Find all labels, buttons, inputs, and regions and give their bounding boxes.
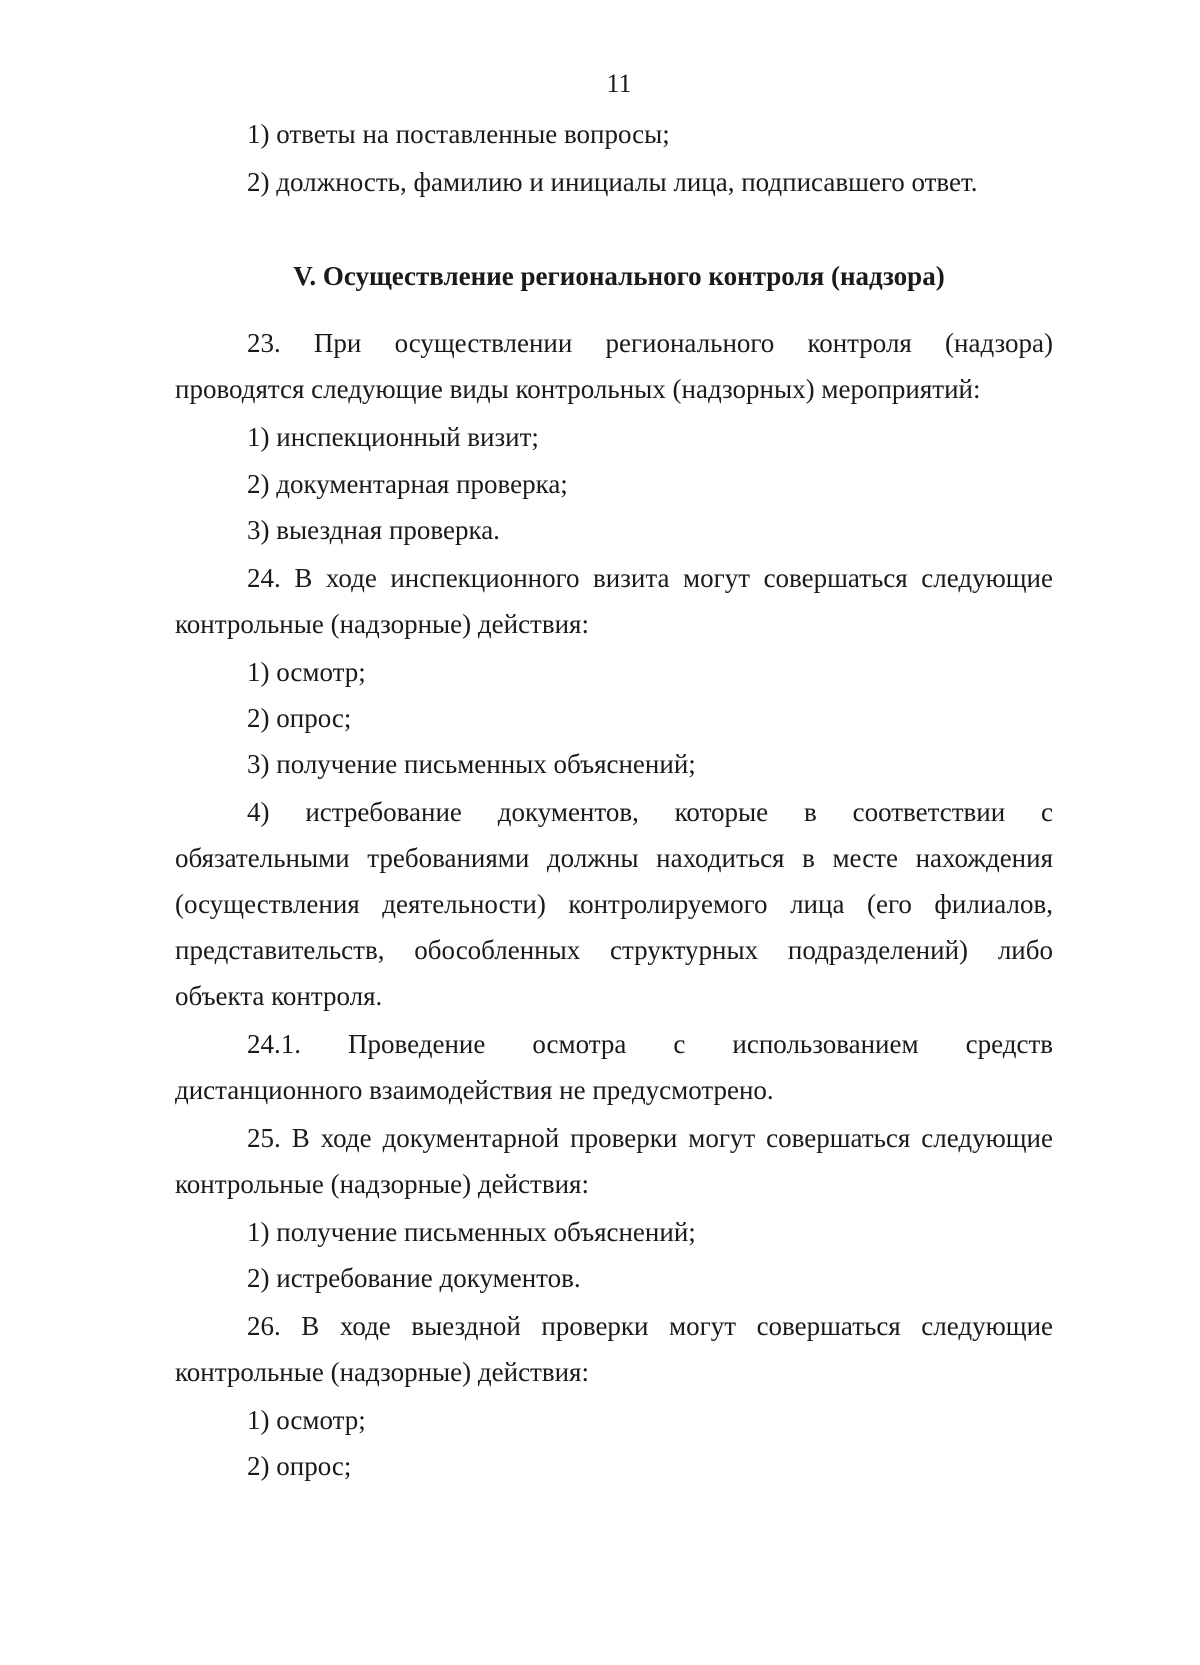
paragraph-24-item-4-line-3: (осуществления деятельности) контролируемого лица (его филиалов, [175, 889, 1053, 919]
section-heading: V. Осуществление регионального контроля (надзора) [293, 261, 945, 291]
paragraph-24-item-3: 3) получение письменных объяснений; [247, 749, 696, 779]
paragraph-23-line-1: 23. При осуществлении регионального контроля (надзора) [247, 328, 1053, 358]
paragraph-23-item-3: 3) выездная проверка. [247, 515, 500, 545]
paragraph-26-line-1: 26. В ходе выездной проверки могут совершаться следующие [247, 1311, 1053, 1341]
answer-item-1: 1) ответы на поставленные вопросы; [247, 119, 670, 149]
paragraph-26-item-2: 2) опрос; [247, 1451, 352, 1481]
paragraph-24-1-line-1: 24.1. Проведение осмотра с использованием средств [247, 1029, 1053, 1059]
paragraph-24-line-1: 24. В ходе инспекционного визита могут совершаться следующие [247, 563, 1053, 593]
paragraph-24-item-4-line-5: объекта контроля. [175, 981, 383, 1011]
paragraph-24-item-4-line-4: представительств, обособленных структурных подразделений) либо [175, 935, 1053, 965]
paragraph-25-line-1: 25. В ходе документарной проверки могут совершаться следующие [247, 1123, 1053, 1153]
paragraph-23-item-2: 2) документарная проверка; [247, 469, 568, 499]
paragraph-23-line-2: проводятся следующие виды контрольных (надзорных) мероприятий: [175, 374, 981, 404]
paragraph-26-line-2: контрольные (надзорные) действия: [175, 1357, 589, 1387]
answer-item-2: 2) должность, фамилию и инициалы лица, подписавшего ответ. [247, 167, 978, 197]
paragraph-24-item-1: 1) осмотр; [247, 657, 366, 687]
paragraph-23-item-1: 1) инспекционный визит; [247, 422, 539, 452]
paragraph-26-item-1: 1) осмотр; [247, 1405, 366, 1435]
paragraph-24-item-4-line-1: 4) истребование документов, которые в соответствии с [247, 797, 1053, 827]
page-number: 11 [606, 69, 632, 98]
paragraph-24-1-line-2: дистанционного взаимодействия не предусмотрено. [175, 1075, 774, 1105]
paragraph-25-item-1: 1) получение письменных объяснений; [247, 1217, 696, 1247]
paragraph-24-line-2: контрольные (надзорные) действия: [175, 609, 589, 639]
paragraph-25-line-2: контрольные (надзорные) действия: [175, 1169, 589, 1199]
paragraph-24-item-4-line-2: обязательными требованиями должны находиться в месте нахождения [175, 843, 1053, 873]
paragraph-24-item-2: 2) опрос; [247, 703, 352, 733]
paragraph-25-item-2: 2) истребование документов. [247, 1263, 581, 1293]
